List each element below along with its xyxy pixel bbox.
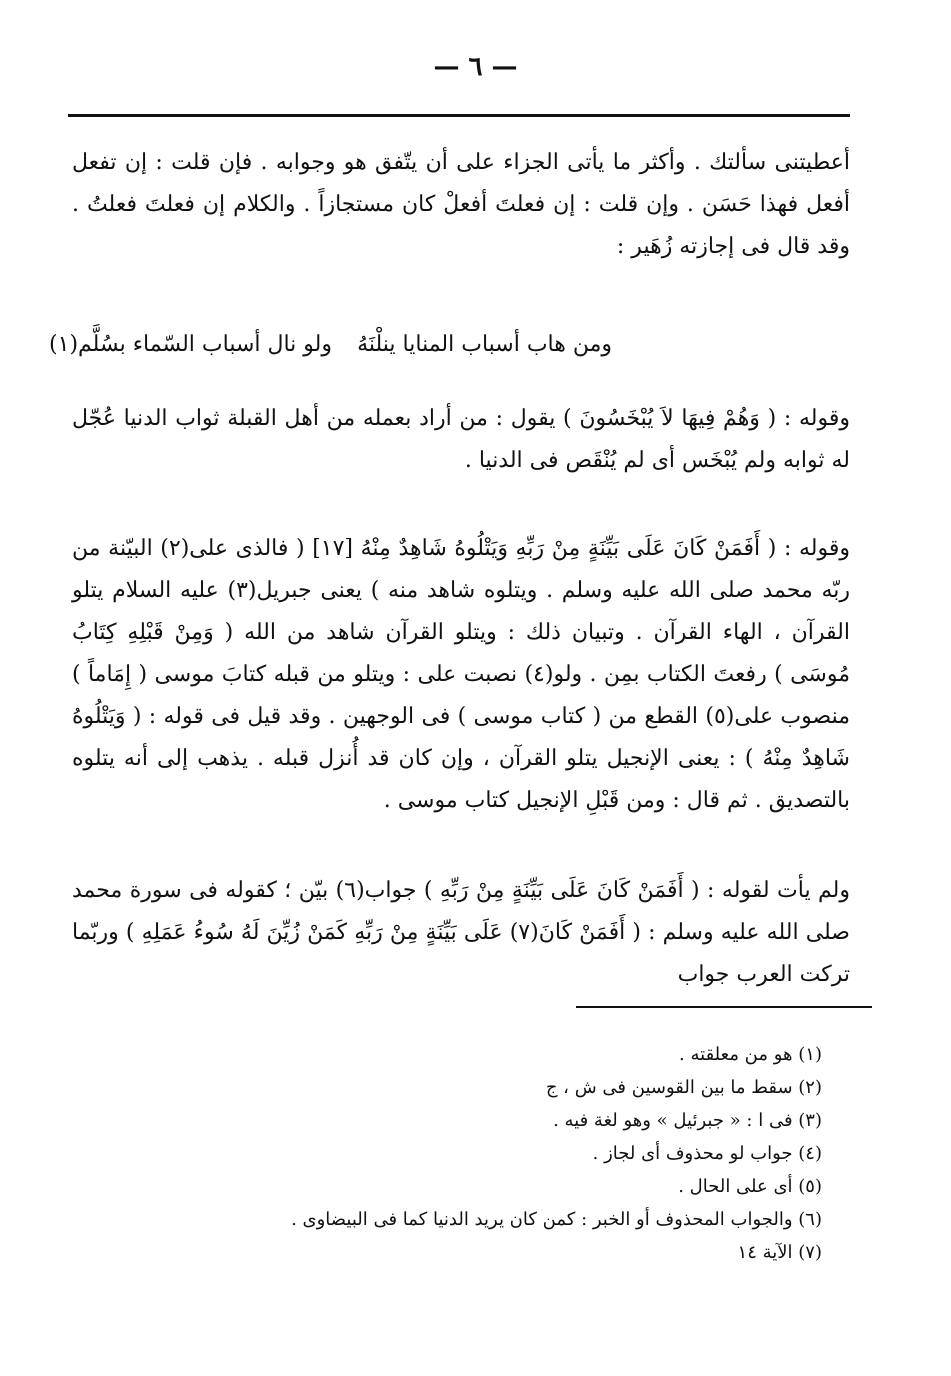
paragraph-3: وقوله : ( أَفَمَنْ كَانَ عَلَى بَيِّنَةٍ مِنْ رَبِّهِ وَيَتْلُوهُ شَاهِدٌ مِنْهُ [١٧] ( فالذى على(٢) البيّنة من ربّه محمد صلى الله عليه وسلم . ويتلوه شاهد منه ) يعنى جبريل(٣) عليه السلام يتلو القرآن ، الهاء القرآن . وتبيان ذلك : ويتلو القرآن شاهد من الله ( وَمِنْ قَبْلِهِ كِتَابُ مُوسَى ) رفعتَ الكتاب بمِن . ولو(٤) نصبت على : ويتلو من قبله كتابَ موسى ( إِمَاماً ) منصوب على(٥) القطع من ( كتاب موسى ) فى الوجهين . وقد قيل فى قوله : ( وَيَتْلُوهُ شَاهِدٌ مِنْهُ ) : يعنى الإنجيل يتلو القرآن ، وإن كان قد أُنزل قبله . يذهب إلى أنه يتلوه بالتصديق . ثم قال : ومن قَبْلِ الإنجيل كتاب موسى . — [72, 536, 851, 813]
paragraph-2: وقوله : ( وَهُمْ فِيهَا لاَ يُبْخَسُونَ ) يقول : من أراد بعمله من أهل القبلة ثواب الدنيا عُجّل له ثوابه ولم يُبْخَس أى لم يُنْقَص فى الدنيا . — [72, 406, 850, 473]
footnote-6: (٦) والجواب المحذوف أو الخبر : كمن كان يريد الدنيا كما فى البيضاوى . — [291, 1209, 822, 1230]
footnote-5: (٥) أى على الحال . — [678, 1176, 822, 1197]
verse-second-hemistich: ولو نال أسباب السّماء بسُلَّم(١) — [49, 332, 332, 357]
footnote-4: (٤) جواب لو محذوف أى لجاز . — [592, 1143, 822, 1164]
footnotes-list — [182, 1038, 822, 1269]
footnote-3: (٣) فى ا : « جبرئيل » وهو لغة فيه . — [553, 1110, 822, 1131]
paragraph-1: أعطيتنى سألتك . وأكثر ما يأتى الجزاء على أن يتّفق هو وجوابه . فإن قلت : إن تفعل أفعل فهذا حَسَن . وإن قلت : إن فعلتَ أفعلْ كان مستجازاً . والكلام إن فعلتَ فعلتُ . وقد قال فى إجازته زُهَير : — [72, 150, 850, 259]
header-rule — [68, 114, 850, 117]
page-number: — ٦ — — [433, 52, 518, 82]
footnote-1: (١) هو من معلقته . — [679, 1044, 822, 1065]
paragraph-4: ولم يأت لقوله : ( أَفَمَنْ كَانَ عَلَى بَيِّنَةٍ مِنْ رَبِّهِ ) جواب(٦) بيّن ؛ كقوله فى سورة محمد صلى الله عليه وسلم : ( أَفَمَنْ كَانَ(٧) عَلَى بَيِّنَةٍ مِنْ رَبِّهِ كَمَنْ زُيِّنَ لَهُ سُوءُ عَمَلِهِ ) وربّما تركت العرب جواب — [72, 878, 850, 987]
footnote-7: (٧) الآية ١٤ — [737, 1242, 822, 1263]
footnote-2: (٢) سقط ما بين القوسين فى ش ، ج — [545, 1077, 822, 1098]
footnote-rule — [576, 1006, 872, 1008]
verse-first-hemistich: ومن هاب أسباب المنايا ينلْنَهُ — [357, 332, 612, 357]
